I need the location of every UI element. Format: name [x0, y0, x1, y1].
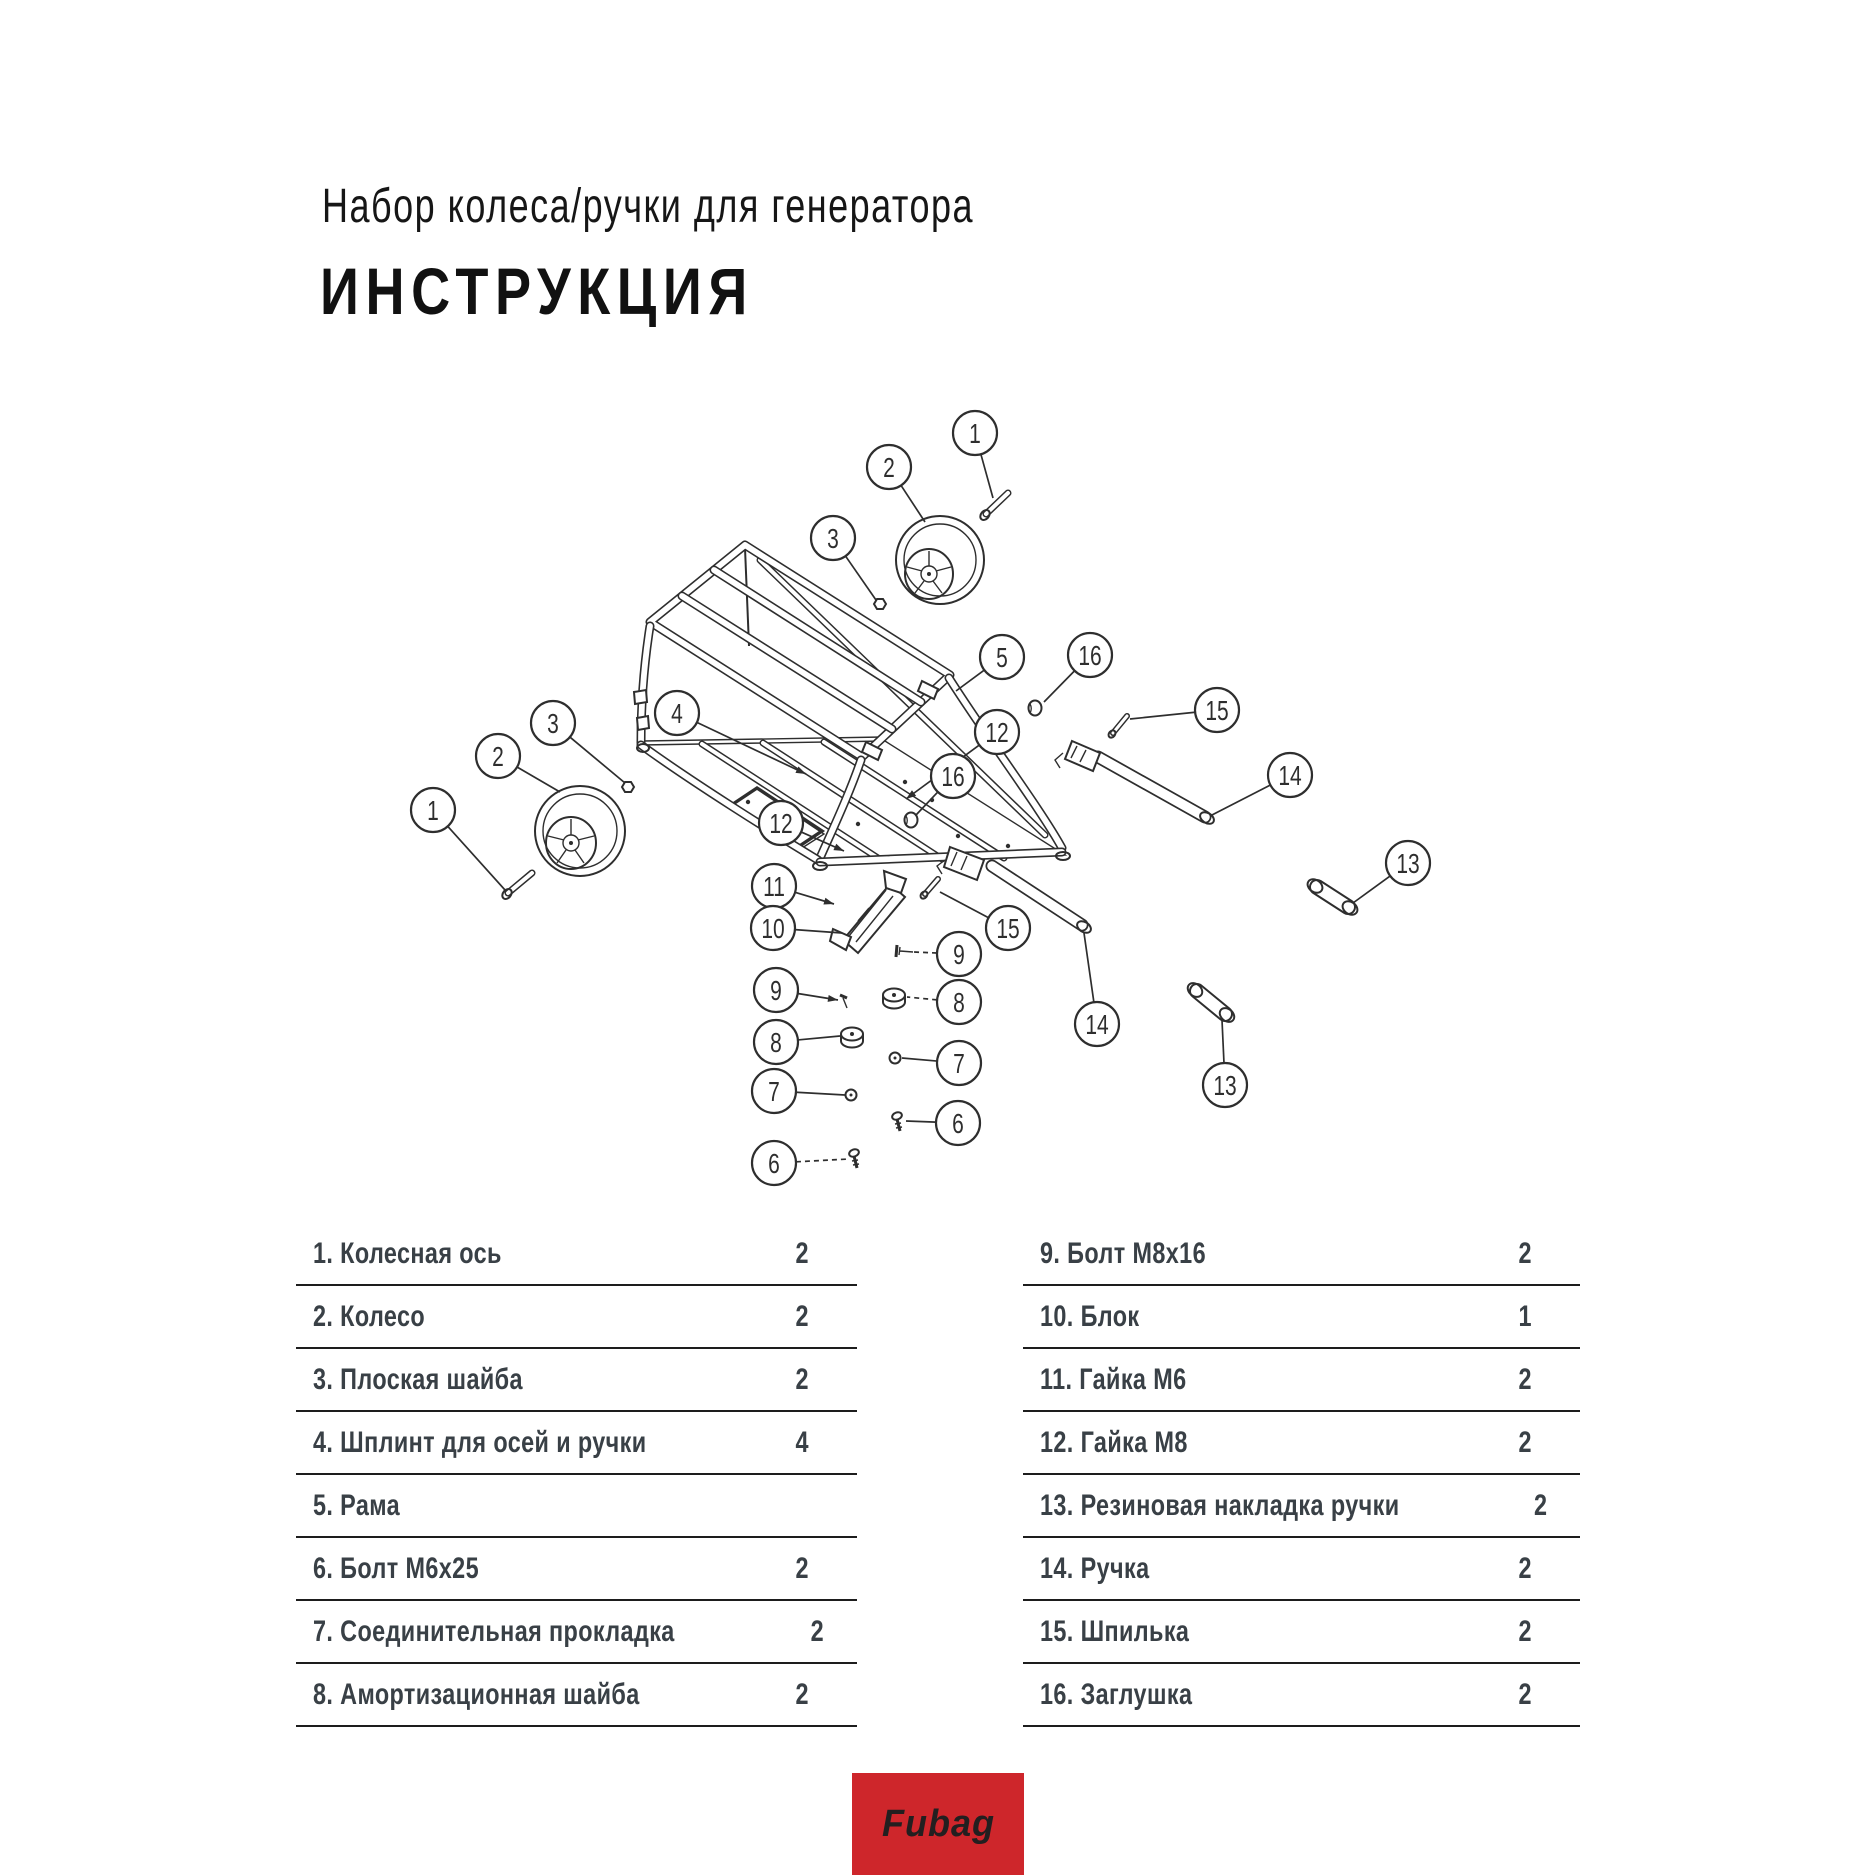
parts-row: [296, 1664, 857, 1727]
callout-number: 4: [671, 699, 683, 730]
callout-leader: [570, 737, 625, 783]
grip-right-drawing: [1305, 876, 1360, 917]
part-name: 4. Шплинт для осей и ручки: [313, 1425, 647, 1459]
part-qty: 2: [1518, 1677, 1532, 1711]
callout-number: 14: [1085, 1010, 1109, 1041]
part-qty: 2: [810, 1614, 824, 1648]
callout-number: 13: [1396, 849, 1420, 880]
parts-row: [1023, 1412, 1580, 1475]
callout-number: 16: [941, 762, 965, 793]
callout-leader: [981, 454, 993, 498]
callout-leader: [1210, 785, 1270, 816]
parts-row: [296, 1412, 857, 1475]
parts-row: [1023, 1601, 1580, 1664]
flat-washer-left-drawing: [622, 782, 634, 792]
shock-washer-right-drawing: [883, 989, 905, 1009]
callout-number: 8: [953, 988, 965, 1019]
parts-row: [296, 1538, 857, 1601]
callout-arrowhead: [828, 995, 838, 1002]
part-name: 1. Колесная ось: [313, 1236, 502, 1270]
parts-row: [1023, 1223, 1580, 1286]
part-name: 14. Ручка: [1040, 1551, 1150, 1585]
callout-leader: [1044, 671, 1075, 702]
callout-number: 14: [1278, 761, 1302, 792]
part-qty: 1: [1518, 1299, 1532, 1333]
part-name: 13. Резиновая накладка ручки: [1040, 1488, 1400, 1522]
callout-number: 1: [969, 419, 981, 450]
wheel-top-drawing: [896, 516, 984, 604]
parts-row: [1023, 1475, 1580, 1538]
part-qty: 2: [1518, 1614, 1532, 1648]
part-qty: 2: [1533, 1488, 1547, 1522]
parts-row: [296, 1475, 857, 1538]
cap-center-drawing: [905, 813, 918, 828]
callout-number: 1: [427, 796, 439, 827]
parts-row: [1023, 1286, 1580, 1349]
callout-leader: [906, 1121, 936, 1122]
axle-pin-left-drawing: [500, 873, 532, 901]
part-name: 15. Шпилька: [1040, 1614, 1190, 1648]
callout-arrowhead: [833, 844, 844, 851]
fubag-logo-text: Fubag: [881, 1802, 995, 1845]
callout-leader: [902, 1058, 937, 1061]
handle-upper-drawing: [1055, 741, 1216, 826]
callout-number: 12: [985, 718, 1009, 749]
part-name: 12. Гайка М8: [1040, 1425, 1188, 1459]
cap-upper-drawing: [1029, 701, 1042, 716]
callout-leader: [448, 826, 505, 890]
part-name: 9. Болт М8х16: [1040, 1236, 1206, 1270]
parts-row: [1023, 1349, 1580, 1412]
callout-number: 9: [953, 940, 965, 971]
parts-row: [296, 1286, 857, 1349]
callout-number: 7: [768, 1077, 780, 1108]
parts-row: [296, 1223, 857, 1286]
part-qty: 2: [795, 1551, 809, 1585]
gasket-left-drawing: [846, 1090, 857, 1101]
bolt-right-drawing: [891, 1111, 903, 1131]
callout-leader: [517, 767, 560, 792]
callout-leader: [914, 952, 937, 953]
shock-washer-left-drawing: [841, 1028, 863, 1048]
page-subtitle: Набор колеса/ручки для генератора: [322, 180, 975, 233]
part-qty: 2: [1518, 1425, 1532, 1459]
callout-leader: [1222, 1020, 1224, 1063]
part-qty: 2: [795, 1677, 809, 1711]
stud-upper-drawing: [1107, 716, 1127, 739]
callout-number: 7: [953, 1049, 965, 1080]
callout-number: 15: [996, 914, 1020, 945]
callout-leader: [1084, 933, 1094, 1002]
callout-leader: [1353, 876, 1390, 903]
callout-leader: [907, 997, 937, 1000]
parts-table-left: [296, 1223, 857, 1727]
callout-leader: [901, 485, 925, 522]
part-qty: 4: [795, 1425, 809, 1459]
callout-number: 9: [770, 976, 782, 1007]
part-name: 6. Болт М6х25: [313, 1551, 479, 1585]
parts-table-right: [1023, 1223, 1580, 1727]
part-name: 10. Блок: [1040, 1299, 1140, 1333]
callout-number: 3: [547, 709, 559, 740]
part-qty: 2: [1518, 1236, 1532, 1270]
callout-number: 12: [769, 809, 793, 840]
part-name: 7. Соединительная прокладка: [313, 1614, 675, 1648]
screw-left-drawing: [840, 995, 847, 1008]
part-qty: 2: [795, 1236, 809, 1270]
callout-leader: [956, 670, 984, 691]
stud-lower-drawing: [919, 879, 938, 900]
part-qty: 2: [795, 1362, 809, 1396]
callout-number: 6: [768, 1149, 780, 1180]
screw-right-drawing: [896, 945, 913, 957]
callout-number: 15: [1205, 696, 1229, 727]
callout-leader: [796, 1159, 849, 1162]
callout-number: 3: [827, 524, 839, 555]
part-qty: 2: [1518, 1551, 1532, 1585]
callout-number: 2: [883, 453, 895, 484]
part-name: 8. Амортизационная шайба: [313, 1677, 640, 1711]
callout-number: 6: [952, 1109, 964, 1140]
bolt-left-drawing: [848, 1148, 860, 1168]
part-qty: 2: [795, 1299, 809, 1333]
wheel-left-drawing: [535, 786, 625, 876]
parts-row: [296, 1349, 857, 1412]
parts-row: [296, 1601, 857, 1664]
callout-leader: [940, 892, 989, 918]
callout-leader: [846, 556, 876, 600]
part-name: 11. Гайка М6: [1040, 1362, 1187, 1396]
callout-number: 5: [996, 643, 1008, 674]
part-name: 3. Плоская шайба: [313, 1362, 523, 1396]
callout-number: 2: [492, 742, 504, 773]
part-qty: 2: [1518, 1362, 1532, 1396]
callout-arrowhead: [823, 898, 834, 905]
part-name: 16. Заглушка: [1040, 1677, 1193, 1711]
callout-number: 8: [770, 1028, 782, 1059]
flat-washer-top-drawing: [874, 599, 886, 609]
callout-number: 11: [763, 872, 785, 903]
grip-lower-drawing: [1185, 980, 1237, 1024]
part-name: 2. Колесо: [313, 1299, 426, 1333]
callout-number: 13: [1213, 1071, 1237, 1102]
part-name: 5. Рама: [313, 1488, 401, 1522]
fubag-logo: [852, 1773, 1024, 1875]
page-title: ИНСТРУКЦИЯ: [320, 254, 754, 328]
parts-row: [1023, 1664, 1580, 1727]
parts-row: [1023, 1538, 1580, 1601]
callout-number: 10: [761, 914, 785, 945]
block-drawing: [830, 871, 906, 953]
callout-number: 16: [1078, 641, 1102, 672]
gasket-right-drawing: [890, 1053, 901, 1064]
callout-leader: [796, 1092, 845, 1095]
callout-leader: [798, 1036, 840, 1040]
callout-leader: [1130, 712, 1195, 719]
